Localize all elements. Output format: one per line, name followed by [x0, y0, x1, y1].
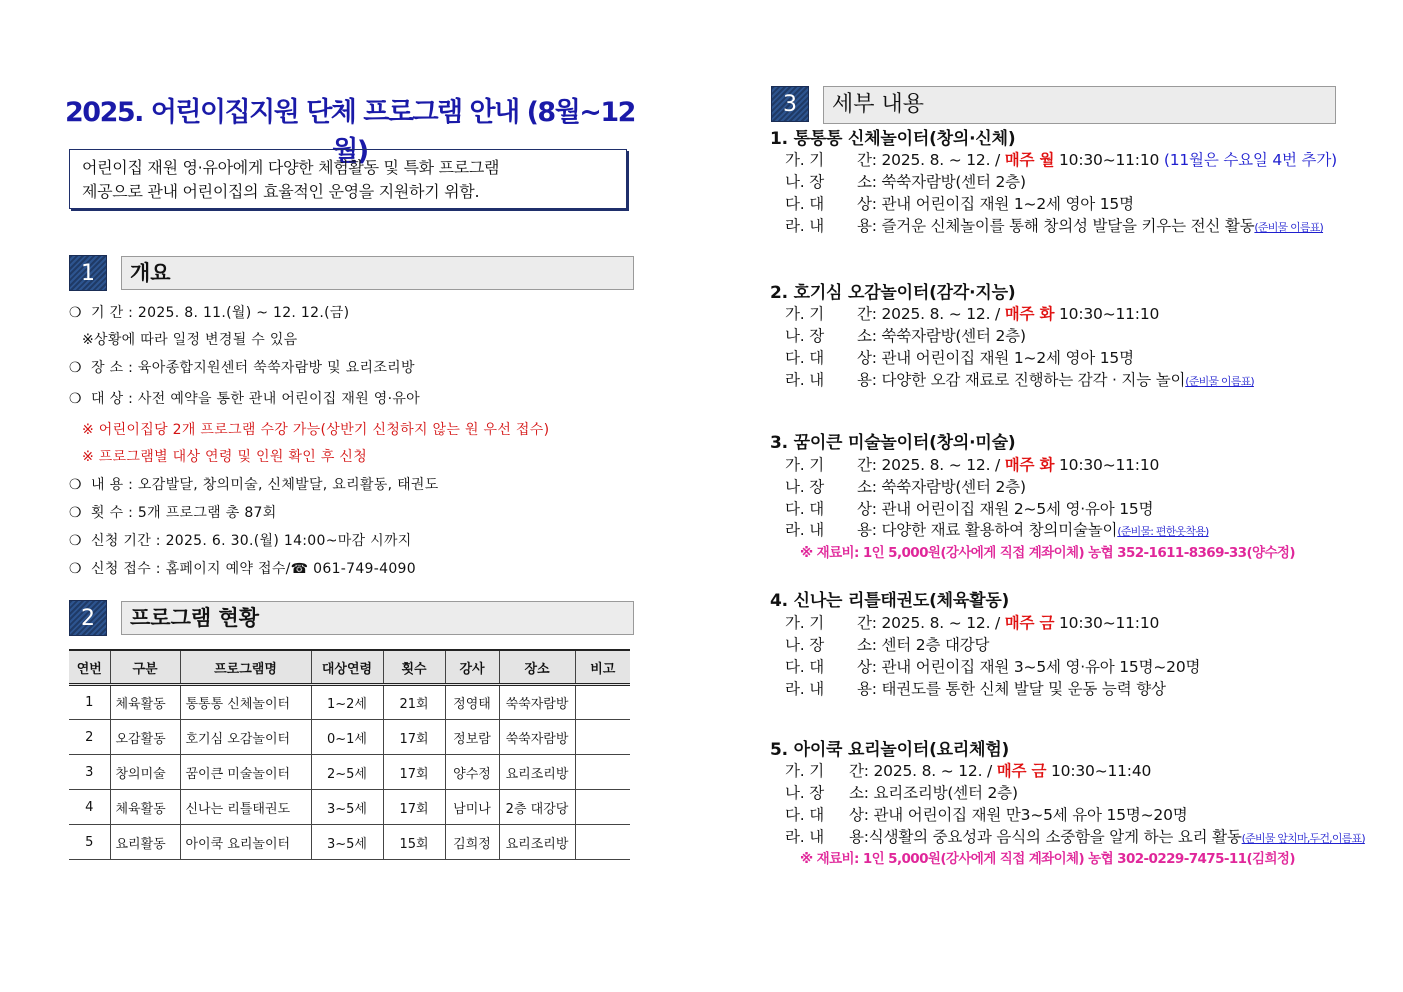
detail-1-content: 라. 내 용: 즐거운 신체놀이를 통해 창의성 발달을 키우는 전신 활동(준비물 이름표)	[785, 217, 1324, 235]
table-header-row	[69, 650, 630, 685]
detail-4-place: 나. 장 소: 센터 2층 대강당	[785, 636, 990, 654]
detail-1-target: 다. 대 상: 관내 어린이집 재원 1~2세 영아 15명	[785, 195, 1134, 213]
detail-3-fee-note: ※ 재료비: 1인 5,000원(강사에게 직접 계좌이체) 농협 352-1611-8369-33(양수정)	[800, 545, 1295, 561]
overview-period-note: ※상황에 따라 일정 변경될 수 있음	[82, 332, 298, 348]
table-cell: 2층 대강당	[499, 790, 575, 825]
detail-4-period: 가. 기 간: 2025. 8. ~ 12. / 매주 금 10:30~11:10	[785, 614, 1160, 632]
table-cell: 3~5세	[311, 790, 383, 825]
detail-1-heading: 1. 통통통 신체놀이터(창의·신체)	[770, 129, 1016, 149]
detail-4-content: 라. 내 용: 태권도를 통한 신체 발달 및 운동 능력 향상	[785, 680, 1166, 698]
table-cell: 신나는 리틀태권도	[180, 790, 311, 825]
table-row	[69, 720, 630, 755]
table-cell: 창의미술	[110, 755, 180, 790]
detail-2-period: 가. 기 간: 2025. 8. ~ 12. / 매주 화 10:30~11:10	[785, 305, 1160, 323]
detail-3-target: 다. 대 상: 관내 어린이집 재원 2~5세 영·유아 15명	[785, 500, 1154, 518]
header-cell: 비고	[575, 650, 630, 685]
table-cell: 17회	[383, 755, 445, 790]
detail-5-place: 나. 장 소: 요리조리방(센터 2층)	[785, 784, 1018, 802]
detail-3-period: 가. 기 간: 2025. 8. ~ 12. / 매주 화 10:30~11:10	[785, 456, 1160, 474]
section-2-title: 프로그램 현황	[121, 601, 634, 635]
table-cell: 체육활동	[110, 790, 180, 825]
overview-apply-period: ❍ 신청 기간 : 2025. 6. 30.(월) 14:00~마감 시까지	[69, 533, 412, 549]
table-cell: 17회	[383, 790, 445, 825]
table-row	[69, 825, 630, 860]
table-cell	[575, 755, 630, 790]
table-cell: 김희정	[445, 825, 499, 860]
detail-3-place: 나. 장 소: 쑥쑥자람방(센터 2층)	[785, 478, 1026, 496]
table-cell: 남미나	[445, 790, 499, 825]
table-cell: 요리조리방	[499, 755, 575, 790]
header-cell: 프로그램명	[180, 650, 311, 685]
program-table	[69, 649, 630, 860]
table-cell: 요리조리방	[499, 825, 575, 860]
section-2-number: 2	[69, 600, 107, 636]
header-cell: 장소	[499, 650, 575, 685]
table-cell: 0~1세	[311, 720, 383, 755]
table-cell	[575, 825, 630, 860]
table-cell: 21회	[383, 685, 445, 720]
section-1-title: 개요	[121, 256, 634, 290]
detail-1-period: 가. 기 간: 2025. 8. ~ 12. / 매주 월 10:30~11:10 (11월은 수요일 4번 추가)	[785, 151, 1337, 169]
overview-place: ❍ 장 소 : 육아종합지원센터 쑥쑥자람방 및 요리조리방	[69, 360, 415, 376]
overview-warning-1: ※ 어린이집당 2개 프로그램 수강 가능(상반기 신청하지 않는 원 우선 접수)	[82, 422, 550, 438]
table-cell: 쑥쑥자람방	[499, 720, 575, 755]
detail-2-place: 나. 장 소: 쑥쑥자람방(센터 2층)	[785, 327, 1026, 345]
table-cell	[575, 720, 630, 755]
header-cell: 횟수	[383, 650, 445, 685]
table-cell: 양수정	[445, 755, 499, 790]
page-title: 2025. 어린이집지원 단체 프로그램 안내 (8월~12월)	[65, 97, 635, 167]
table-row	[69, 685, 630, 720]
header-cell: 구분	[110, 650, 180, 685]
overview-content: ❍ 내 용 : 오감발달, 창의미술, 신체발달, 요리활동, 태권도	[69, 477, 439, 493]
header-cell: 연번	[69, 650, 110, 685]
detail-5-fee-note: ※ 재료비: 1인 5,000원(강사에게 직접 계좌이체) 농협 302-0229-7475-11(김희정)	[800, 851, 1295, 867]
overview-apply-method: ❍ 신청 접수 : 홈페이지 예약 접수/☎ 061-749-4090	[69, 561, 416, 577]
section-1-number: 1	[69, 255, 107, 291]
table-row	[69, 790, 630, 825]
section-3-title: 세부 내용	[823, 86, 1336, 124]
table-cell: 통통통 신체놀이터	[180, 685, 311, 720]
table-cell: 4	[69, 790, 110, 825]
detail-5-target: 다. 대 상: 관내 어린이집 재원 만3~5세 유아 15명~20명	[785, 806, 1188, 824]
overview-target: ❍ 대 상 : 사전 예약을 통한 관내 어린이집 재원 영·유아	[69, 391, 420, 407]
table-cell: 2~5세	[311, 755, 383, 790]
detail-4-heading: 4. 신나는 리틀태권도(체육활동)	[770, 591, 1010, 611]
detail-2-target: 다. 대 상: 관내 어린이집 재원 1~2세 영아 15명	[785, 349, 1134, 367]
table-cell: 쑥쑥자람방	[499, 685, 575, 720]
detail-4-target: 다. 대 상: 관내 어린이집 재원 3~5세 영·유아 15명~20명	[785, 658, 1201, 676]
detail-3-content: 라. 내 용: 다양한 재료 활용하여 창의미술놀이(준비물: 편한옷착용)	[785, 521, 1209, 539]
table-cell: 15회	[383, 825, 445, 860]
table-cell: 3~5세	[311, 825, 383, 860]
detail-1-place: 나. 장 소: 쑥쑥자람방(센터 2층)	[785, 173, 1026, 191]
table-cell: 오감활동	[110, 720, 180, 755]
overview-period: ❍ 기 간 : 2025. 8. 11.(월) ~ 12. 12.(금)	[69, 305, 350, 321]
section-3-number: 3	[771, 86, 809, 122]
table-cell: 17회	[383, 720, 445, 755]
table-cell: 2	[69, 720, 110, 755]
purpose-line-2: 제공으로 관내 어린이집의 효율적인 운영을 지원하기 위함.	[82, 182, 480, 201]
detail-3-heading: 3. 꿈이큰 미술놀이터(창의·미술)	[770, 433, 1016, 453]
table-cell: 체육활동	[110, 685, 180, 720]
table-cell: 5	[69, 825, 110, 860]
overview-warning-2: ※ 프로그램별 대상 연령 및 인원 확인 후 신청	[82, 449, 368, 465]
table-cell: 1	[69, 685, 110, 720]
table-cell: 아이쿡 요리놀이터	[180, 825, 311, 860]
table-cell: 1~2세	[311, 685, 383, 720]
header-cell: 대상연령	[311, 650, 383, 685]
table-cell: 정영태	[445, 685, 499, 720]
overview-count: ❍ 횟 수 : 5개 프로그램 총 87회	[69, 505, 277, 521]
table-cell: 꿈이큰 미술놀이터	[180, 755, 311, 790]
purpose-line-1: 어린이집 재원 영·유아에게 다양한 체험활동 및 특화 프로그램	[82, 158, 500, 177]
detail-2-heading: 2. 호기심 오감놀이터(감각·지능)	[770, 283, 1016, 303]
table-row	[69, 755, 630, 790]
table-cell: 정보람	[445, 720, 499, 755]
table-cell	[575, 790, 630, 825]
table-cell: 호기심 오감놀이터	[180, 720, 311, 755]
table-cell	[575, 685, 630, 720]
detail-5-period: 가. 기 간: 2025. 8. ~ 12. / 매주 금 10:30~11:40	[785, 762, 1152, 780]
header-cell: 강사	[445, 650, 499, 685]
detail-5-content: 라. 내 용:식생활의 중요성과 음식의 소중함을 알게 하는 요리 활동(준비물 앞치마,두건,이름표)	[785, 828, 1365, 846]
table-cell: 요리활동	[110, 825, 180, 860]
detail-2-content: 라. 내 용: 다양한 오감 재료로 진행하는 감각 · 지능 놀이(준비물 이름표)	[785, 371, 1254, 389]
purpose-box	[69, 149, 627, 209]
table-cell: 3	[69, 755, 110, 790]
detail-5-heading: 5. 아이쿡 요리놀이터(요리체험)	[770, 740, 1010, 760]
